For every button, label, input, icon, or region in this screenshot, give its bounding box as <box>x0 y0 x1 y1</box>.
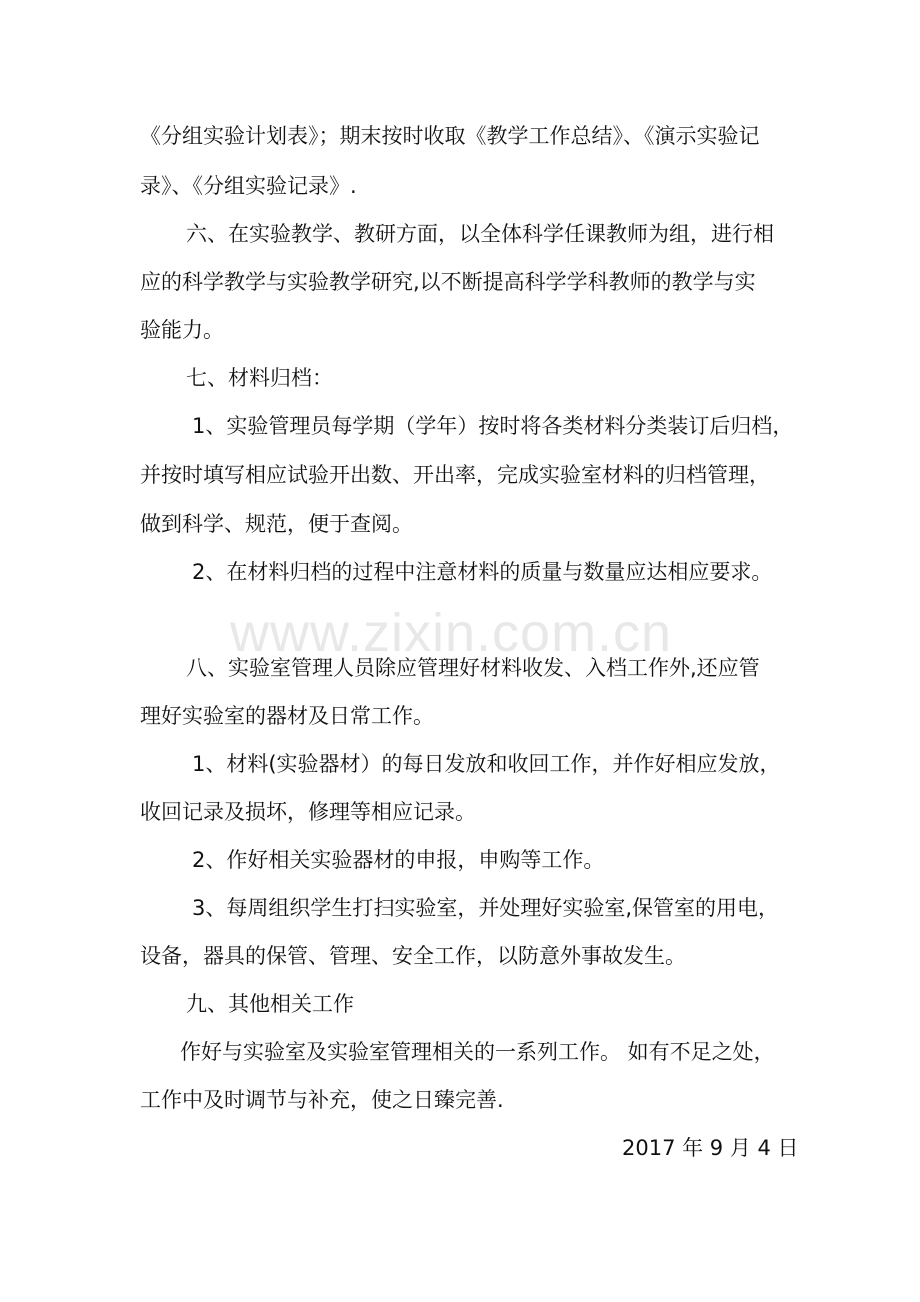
section-eight-item-2: 2、作好相关实验器材的申报，申购等工作。 <box>192 848 605 872</box>
section-seven-item-1-line-3: 做到科学、规范，便于查阅。 <box>140 512 413 536</box>
text-line-1: 《分组实验计划表》；期末按时收取《教学工作总结》、《演示实验记 <box>140 124 760 148</box>
section-six-line-1: 六、在实验教学、教研方面，以全体科学任课教师为组，进行相 <box>186 222 774 246</box>
section-nine-line-1: 作好与实验室及实验室管理相关的一系列工作。 如有不足之处， <box>180 1040 775 1064</box>
section-nine-line-2: 工作中及时调节与补充，使之日臻完善. <box>140 1088 504 1112</box>
section-seven-item-1-line-2: 并按时填写相应试验开出数、开出率，完成实验室材料的归档管理， <box>140 463 770 487</box>
document-date: 2017 年 9 月 4 日 <box>622 1136 799 1160</box>
text-line-2: 录》、《分组实验记录》. <box>140 174 357 198</box>
section-eight-line-2: 理好实验室的器材及日常工作。 <box>140 704 434 728</box>
section-six-line-3: 验能力。 <box>140 318 224 342</box>
section-six-line-2: 应的科学教学与实验教学研究,以不断提高科学学科教师的教学与实 <box>140 270 756 294</box>
section-eight-item-3-line-1: 3、每周组织学生打扫实验室，并处理好实验室,保管室的用电， <box>192 896 780 920</box>
section-eight-item-1-line-1: 1、材料(实验器材）的每日发放和收回工作，并作好相应发放， <box>192 752 781 776</box>
section-nine-heading: 九、其他相关工作 <box>186 992 354 1016</box>
watermark: www.zixin.com.cn <box>230 603 673 663</box>
section-seven-item-2: 2、在材料归档的过程中注意材料的质量与数量应达相应要求。 <box>192 560 773 584</box>
section-eight-item-1-line-2: 收回记录及损坏，修理等相应记录。 <box>140 800 476 824</box>
section-eight-line-1: 八、实验室管理人员除应管理好材料收发、入档工作外,还应管 <box>186 656 760 680</box>
section-seven-item-1-line-1: 1、实验管理员每学期（学年）按时将各类材料分类装订后归档， <box>192 414 794 438</box>
section-seven-heading: 七、材料归档： <box>186 366 333 390</box>
section-eight-item-3-line-2: 设备，器具的保管、管理、安全工作，以防意外事故发生。 <box>140 944 686 968</box>
